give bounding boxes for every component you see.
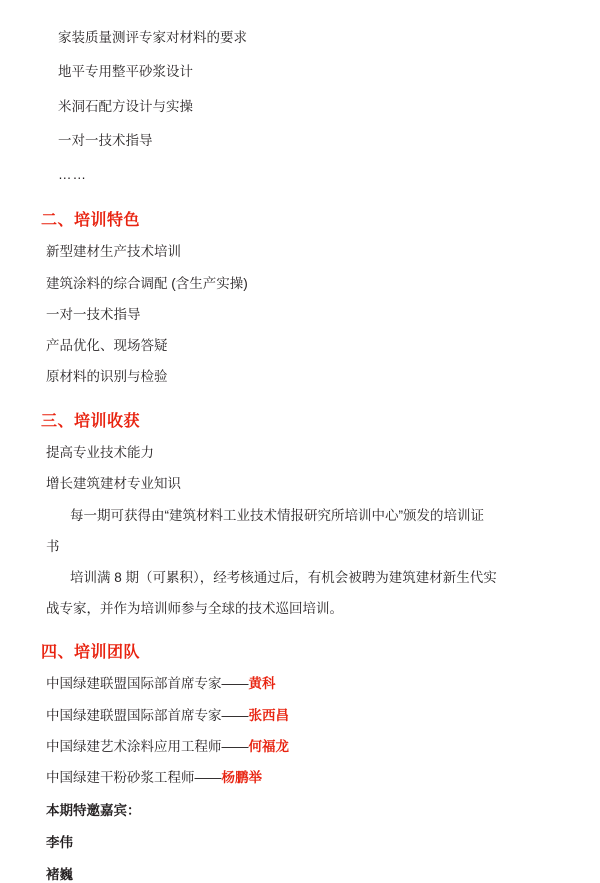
paragraph-continuation: 战专家，并作为培训师参与全球的技术巡回培训。 (46, 600, 343, 616)
paragraph-continuation: 书 (46, 538, 60, 554)
guest-label: 本期特邀嘉宾： (46, 803, 141, 819)
list-item-ellipsis: …… (58, 167, 87, 182)
list-item: 家装质量测评专家对材料的要求 (58, 30, 247, 45)
section-heading: 四、培训团队 (41, 644, 141, 662)
top-list (40, 28, 560, 185)
list-item: 增长建筑建材专业知识 (46, 475, 181, 491)
section-heading: 二、培训特色 (41, 212, 141, 230)
list-item: 地平专用整平砂浆设计 (58, 64, 193, 80)
team-member (40, 674, 560, 694)
team-member-name: 张西昌 (248, 707, 289, 723)
guest-name: 李伟 (46, 835, 73, 851)
guest-name: 褚巍 (46, 867, 73, 883)
section-training-gains (40, 408, 560, 620)
team-member-title: 中国绿建联盟国际部首席专家—— (46, 676, 249, 692)
list-item: 产品优化、现场答疑 (46, 338, 168, 353)
list-item: 米洞石配方设计与实操 (58, 98, 193, 114)
team-member (40, 737, 560, 757)
list-item: 新型建材生产技术培训 (46, 244, 181, 260)
team-member-title: 中国绿建干粉砂浆工程师—— (46, 770, 222, 786)
list-item: 一对一技术指导 (58, 132, 153, 148)
paragraph: 每一期可获得由“建筑材料工业技术情报研究所培训中心”颁发的培训证 (70, 508, 484, 523)
team-member-name: 黄科 (248, 676, 276, 692)
team-member (40, 706, 560, 726)
team-member-name: 何福龙 (248, 738, 289, 754)
section-training-features (40, 207, 560, 387)
list-item: 原材料的识别与检验 (46, 369, 168, 385)
paragraph: 培训满 8 期（可累积），经考核通过后，有机会被聘为建筑建材新生代实 (70, 569, 497, 585)
section-training-team (40, 639, 560, 883)
list-item: 建筑涂料的综合调配 (含生产实操) (46, 275, 248, 291)
list-item: 一对一技术指导 (46, 306, 141, 322)
team-member-title: 中国绿建艺术涂料应用工程师—— (46, 738, 249, 754)
list-item: 提高专业技术能力 (46, 444, 154, 460)
team-member-name: 杨鹏举 (221, 770, 262, 786)
team-member (40, 768, 560, 788)
team-member-title: 中国绿建联盟国际部首席专家—— (46, 707, 249, 723)
section-heading: 三、培训收获 (41, 412, 141, 430)
